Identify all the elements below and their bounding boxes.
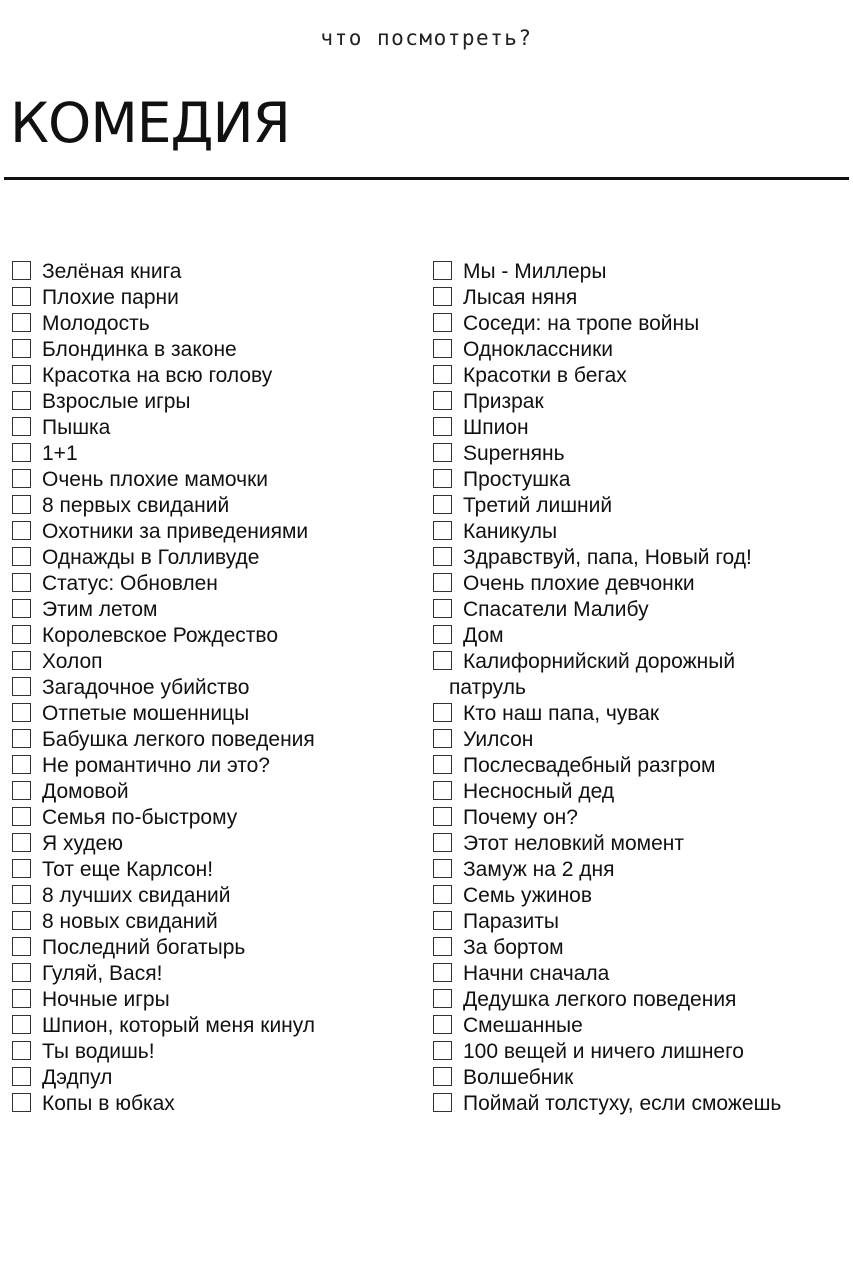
checkbox[interactable] — [433, 833, 452, 852]
checkbox[interactable] — [433, 703, 452, 722]
checkbox[interactable] — [12, 703, 31, 722]
movie-item — [12, 701, 422, 727]
checkbox[interactable] — [12, 859, 31, 878]
movie-title: Одноклассники — [463, 338, 614, 361]
movie-item — [433, 285, 845, 311]
checkbox[interactable] — [12, 495, 31, 514]
movie-title: Статус: Обновлен — [42, 572, 218, 595]
movie-title: Простушка — [463, 468, 571, 491]
checkbox[interactable] — [433, 625, 452, 644]
movie-item — [433, 1091, 845, 1117]
checkbox[interactable] — [433, 261, 452, 280]
movie-title: Почему он? — [463, 806, 578, 829]
movie-title: Ночные игры — [42, 988, 170, 1011]
checkbox[interactable] — [12, 911, 31, 930]
movie-title: Этот неловкий момент — [463, 832, 684, 855]
checkbox[interactable] — [433, 495, 452, 514]
checkbox[interactable] — [12, 287, 31, 306]
movie-title: Уилсон — [463, 728, 534, 751]
movie-item — [433, 961, 845, 987]
movie-title: 8 первых свиданий — [42, 494, 230, 517]
movie-item — [12, 857, 422, 883]
movie-item — [433, 597, 845, 623]
checkbox[interactable] — [12, 625, 31, 644]
movie-title: Последний богатырь — [42, 936, 246, 959]
movie-title: Лысая няня — [463, 286, 578, 309]
checkbox[interactable] — [12, 885, 31, 904]
movie-title: Поймай толстуху, если сможешь — [463, 1092, 782, 1115]
movie-item — [433, 571, 845, 597]
movie-title: Тот еще Карлсон! — [42, 858, 214, 881]
movie-title: Призрак — [463, 390, 544, 413]
movie-item — [433, 1039, 845, 1065]
checkbox[interactable] — [433, 911, 452, 930]
movie-item — [12, 1039, 422, 1065]
movie-item — [433, 259, 845, 285]
checkbox[interactable] — [433, 339, 452, 358]
movie-title: Послесвадебный разгром — [463, 754, 716, 777]
checkbox[interactable] — [12, 1015, 31, 1034]
checkbox[interactable] — [12, 677, 31, 696]
checkbox[interactable] — [12, 937, 31, 956]
movie-item — [433, 935, 845, 961]
movie-item — [12, 311, 422, 337]
title-divider — [4, 177, 849, 180]
movie-title: Плохие парни — [42, 286, 179, 309]
checkbox[interactable] — [433, 391, 452, 410]
movie-item — [12, 675, 422, 701]
movie-item — [12, 883, 422, 909]
checkbox[interactable] — [433, 521, 452, 540]
movie-item — [12, 727, 422, 753]
checkbox[interactable] — [12, 963, 31, 982]
checkbox[interactable] — [12, 469, 31, 488]
movie-title: Третий лишний — [463, 494, 613, 517]
movie-title: Молодость — [42, 312, 150, 335]
movie-title: Здравствуй, папа, Новый год! — [463, 546, 752, 569]
movie-title: Семья по-быстрому — [42, 806, 238, 829]
movie-title: Семь ужинов — [463, 884, 593, 907]
movie-title: Дом — [463, 624, 504, 647]
checkbox[interactable] — [433, 469, 452, 488]
movie-title: Смешанные — [463, 1014, 583, 1037]
movie-item — [12, 961, 422, 987]
checkbox[interactable] — [12, 833, 31, 852]
movie-item — [433, 389, 845, 415]
movie-item — [433, 857, 845, 883]
checkbox[interactable] — [433, 755, 452, 774]
genre-title: КОМЕДИЯ — [10, 91, 290, 155]
movie-list-right — [433, 259, 845, 1117]
movie-title: Красотка на всю голову — [42, 364, 273, 387]
movie-item — [12, 597, 422, 623]
movie-title: Замуж на 2 дня — [463, 858, 615, 881]
movie-title: Зелёная книга — [42, 260, 182, 283]
movie-title: Каникулы — [463, 520, 558, 543]
movie-item — [433, 909, 845, 935]
movie-item — [433, 727, 845, 753]
movie-item — [12, 1091, 422, 1117]
movie-item — [12, 337, 422, 363]
movie-list-left — [12, 259, 422, 1117]
movie-title: 8 лучших свиданий — [42, 884, 231, 907]
checkbox[interactable] — [12, 651, 31, 670]
movie-title: Не романтично ли это? — [42, 754, 270, 777]
movie-item — [433, 1013, 845, 1039]
movie-title: Королевское Рождество — [42, 624, 279, 647]
movie-title: 1+1 — [42, 442, 78, 465]
checkbox[interactable] — [12, 599, 31, 618]
movie-item — [433, 363, 845, 389]
checkbox[interactable] — [433, 937, 452, 956]
movie-item — [433, 493, 845, 519]
movie-title: Соседи: на тропе войны — [463, 312, 700, 335]
movie-item — [433, 545, 845, 571]
movie-item — [433, 831, 845, 857]
checkbox[interactable] — [12, 443, 31, 462]
movie-title: Начни сначала — [463, 962, 610, 985]
checkbox[interactable] — [433, 781, 452, 800]
checkbox[interactable] — [433, 651, 452, 670]
checkbox[interactable] — [433, 599, 452, 618]
movie-title: Загадочное убийство — [42, 676, 250, 699]
checkbox[interactable] — [12, 729, 31, 748]
checkbox[interactable] — [12, 313, 31, 332]
movie-item — [433, 753, 845, 779]
checkbox[interactable] — [433, 313, 452, 332]
movie-item — [12, 493, 422, 519]
movie-title: Дэдпул — [42, 1066, 113, 1089]
movie-title: Я худею — [42, 832, 123, 855]
movie-item — [433, 467, 845, 493]
checkbox[interactable] — [12, 261, 31, 280]
movie-item — [12, 649, 422, 675]
checkbox[interactable] — [433, 885, 452, 904]
movie-title: Паразиты — [463, 910, 559, 933]
movie-title: Superнянь — [463, 442, 565, 465]
movie-title: Однажды в Голливуде — [42, 546, 260, 569]
movie-title: Калифорнийский дорожный — [463, 650, 736, 673]
movie-title-continued: патруль — [449, 676, 526, 699]
movie-item — [12, 389, 422, 415]
checkbox[interactable] — [12, 365, 31, 384]
movie-title: Холоп — [42, 650, 103, 673]
checkbox[interactable] — [12, 1067, 31, 1086]
movie-title: Кто наш папа, чувак — [463, 702, 660, 725]
movie-title: Бабушка легкого поведения — [42, 728, 315, 751]
movie-title: Гуляй, Вася! — [42, 962, 163, 985]
movie-item — [433, 1065, 845, 1091]
movie-item — [433, 987, 845, 1013]
movie-item — [12, 259, 422, 285]
checkbox[interactable] — [433, 859, 452, 878]
movie-title: Очень плохие мамочки — [42, 468, 269, 491]
movie-title: Очень плохие девчонки — [463, 572, 695, 595]
movie-title: Отпетые мошенницы — [42, 702, 250, 725]
checkbox[interactable] — [433, 989, 452, 1008]
movie-item — [12, 285, 422, 311]
movie-item — [433, 623, 845, 649]
movie-title: Волшебник — [463, 1066, 574, 1089]
checkbox[interactable] — [433, 807, 452, 826]
movie-item — [433, 779, 845, 805]
checkbox[interactable] — [433, 547, 452, 566]
checkbox[interactable] — [433, 417, 452, 436]
movie-item — [12, 805, 422, 831]
movie-title: Несносный дед — [463, 780, 615, 803]
checkbox[interactable] — [12, 339, 31, 358]
movie-item — [12, 909, 422, 935]
movie-item — [12, 415, 422, 441]
movie-item — [12, 831, 422, 857]
checkbox[interactable] — [433, 1067, 452, 1086]
movie-item — [12, 441, 422, 467]
movie-title: Шпион, который меня кинул — [42, 1014, 316, 1037]
checkbox[interactable] — [433, 287, 452, 306]
checkbox[interactable] — [433, 963, 452, 982]
movie-item — [12, 1013, 422, 1039]
movie-title: Дедушка легкого поведения — [463, 988, 737, 1011]
movie-title: Взрослые игры — [42, 390, 191, 413]
movie-title: Охотники за приведениями — [42, 520, 309, 543]
checkbox[interactable] — [12, 417, 31, 436]
movie-item — [12, 623, 422, 649]
movie-title: 8 новых свиданий — [42, 910, 218, 933]
movie-item — [433, 649, 845, 701]
movie-item — [12, 753, 422, 779]
movie-item — [433, 311, 845, 337]
checkbox[interactable] — [12, 547, 31, 566]
movie-item — [12, 467, 422, 493]
movie-title: Пышка — [42, 416, 111, 439]
movie-item — [433, 883, 845, 909]
checkbox[interactable] — [433, 365, 452, 384]
movie-title: 100 вещей и ничего лишнего — [463, 1040, 744, 1063]
movie-item — [12, 935, 422, 961]
movie-title: Шпион — [463, 416, 529, 439]
checkbox[interactable] — [433, 573, 452, 592]
checkbox[interactable] — [433, 443, 452, 462]
checkbox[interactable] — [12, 1041, 31, 1060]
checkbox[interactable] — [12, 755, 31, 774]
movie-title: Копы в юбках — [42, 1092, 175, 1115]
page-subtitle: что посмотреть? — [320, 26, 533, 50]
movie-item — [12, 363, 422, 389]
checkbox[interactable] — [433, 1015, 452, 1034]
movie-item — [433, 415, 845, 441]
movie-title: Ты водишь! — [42, 1040, 155, 1063]
movie-item — [433, 805, 845, 831]
movie-item — [12, 519, 422, 545]
movie-item — [12, 1065, 422, 1091]
checkbox[interactable] — [12, 989, 31, 1008]
movie-title: За бортом — [463, 936, 564, 959]
checkbox[interactable] — [12, 391, 31, 410]
checkbox[interactable] — [433, 1041, 452, 1060]
movie-item — [12, 571, 422, 597]
movie-item — [433, 519, 845, 545]
movie-title: Этим летом — [42, 598, 158, 621]
checkbox[interactable] — [12, 573, 31, 592]
checkbox[interactable] — [433, 1093, 452, 1112]
movie-title: Блондинка в законе — [42, 338, 237, 361]
checkbox[interactable] — [433, 729, 452, 748]
movie-item — [12, 545, 422, 571]
movie-item — [12, 779, 422, 805]
movie-item — [433, 701, 845, 727]
movie-title: Спасатели Малибу — [463, 598, 649, 621]
checkbox[interactable] — [12, 1093, 31, 1112]
movie-item — [12, 987, 422, 1013]
checkbox[interactable] — [12, 807, 31, 826]
movie-title: Домовой — [42, 780, 129, 803]
movie-item — [433, 441, 845, 467]
movie-title: Красотки в бегах — [463, 364, 627, 387]
checkbox[interactable] — [12, 521, 31, 540]
movie-title: Мы - Миллеры — [463, 260, 607, 283]
checkbox[interactable] — [12, 781, 31, 800]
movie-item — [433, 337, 845, 363]
